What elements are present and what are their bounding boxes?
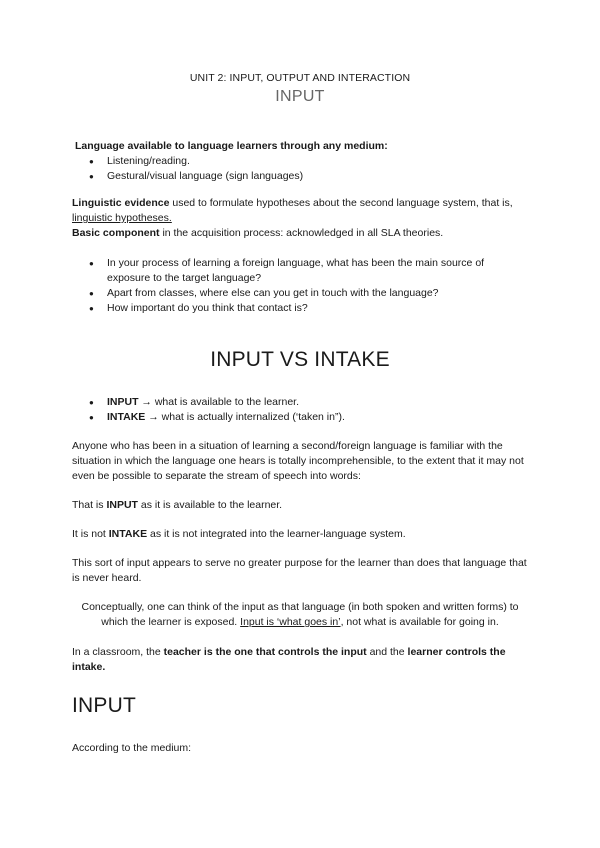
input-term: INPUT (106, 499, 138, 511)
medium-list (72, 154, 528, 184)
para-text: and the (366, 646, 408, 658)
para-text: as it is available to the learner. (137, 499, 283, 511)
intake-term: INTAKE (108, 528, 148, 540)
definitions-list (72, 395, 528, 425)
list-item (72, 395, 528, 410)
language-available-heading: Language available to language learners through any medium: (75, 140, 388, 152)
input-vs-intake-heading: INPUT VS INTAKE (210, 348, 390, 371)
basic-component-text: in the acquisition process: acknowledged in all SLA theories. (159, 227, 444, 239)
input-term: INPUT (107, 396, 139, 408)
list-item: ● Gestural/visual language (sign languages) (72, 169, 528, 184)
para-text: as it is not integrated into the learner-language system. (147, 528, 406, 540)
para-text: That is (72, 499, 107, 511)
input-vs-intake-section (72, 395, 528, 425)
para-text: In a classroom, the (72, 646, 164, 658)
paragraph-no-purpose: This sort of input appears to serve no greater purpose for the learner than does that language that is never heard. (72, 557, 527, 584)
linguistic-evidence-text: used to formulate hypotheses about the second language system, that is, (169, 197, 513, 209)
input-definition: → what is available to the learner. (138, 396, 300, 408)
page-subtitle: INPUT (275, 88, 325, 105)
linguistic-hypotheses-link[interactable]: linguistic hypotheses. (72, 212, 172, 224)
paragraph-conceptually (70, 600, 530, 630)
list-item: ● In your process of learning a foreign language, what has been the main source of exposure to the target language? (72, 256, 528, 286)
input-section-heading: INPUT (72, 694, 136, 717)
linguistic-evidence-term: Linguistic evidence (72, 197, 170, 209)
questions-list (72, 256, 528, 316)
list-item: ● How important do you think that contact is? (72, 301, 528, 316)
list-item: ● Listening/reading. (72, 154, 528, 169)
unit-title: UNIT 2: INPUT, OUTPUT AND INTERACTION (189, 72, 411, 84)
teacher-controls-input: teacher is the one that controls the input (163, 646, 367, 658)
according-to-medium: According to the medium: (72, 742, 192, 754)
linguistic-evidence-paragraph (72, 196, 528, 226)
para-text: , not what is available for going in. (340, 616, 499, 628)
intake-definition: → what is actually internalized (‘taken in”). (145, 411, 345, 423)
questions-section (72, 256, 528, 316)
paragraph-classroom (72, 645, 528, 675)
list-item (72, 410, 528, 425)
learner-controls-intake: learner controls the intake. (72, 646, 506, 673)
paragraph-incomprehensible: Anyone who has been in a situation of learning a second/foreign language is familiar with the situation in which the language one hears is totally incomprehensible, to the extent that it may not even be possible to separate the stream of speech into words: (72, 440, 524, 482)
paragraph-input-available (72, 498, 528, 513)
input-definition-underlined: Input is ‘what goes in’ (240, 616, 341, 628)
language-available-section (72, 139, 528, 184)
para-text: It is not (72, 528, 109, 540)
intake-term: INTAKE (107, 411, 146, 423)
list-item: ● Apart from classes, where else can you get in touch with the language? (72, 286, 528, 301)
basic-component-paragraph (72, 226, 528, 241)
paragraph-not-intake (72, 527, 528, 542)
para-text: Conceptually, one can think of the input as that language (in both spoken and written forms) to which the learner is exposed. (81, 601, 519, 628)
basic-component-term: Basic component (72, 227, 160, 239)
